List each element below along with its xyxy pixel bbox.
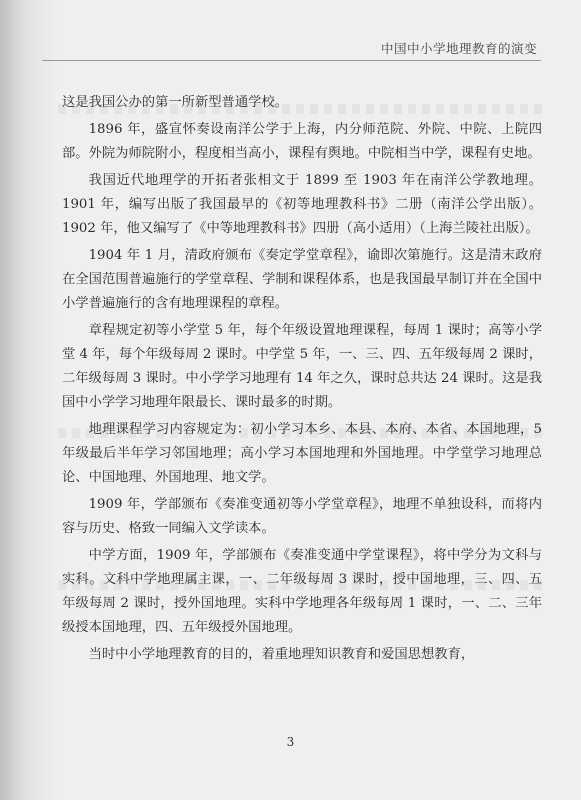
paragraph: 1896 年，盛宣怀奏设南洋公学于上海，内分师范院、外院、中院、上院四部。外院为师院附小，程度相当高小，课程有舆地。中院相当中学，课程有史地。 [62,122,542,161]
paragraph: 中学方面，1909 年，学部颁布《奏准变通中学堂课程》，将中学分为文科与实科。文科中学地理属主课，一、二年级每周 3 课时，授中国地理，三、四、五年级每周 2 课时，授外国地理。实科中学地理各年级每周 1 课时，一、二、三年级授本国地理，四、五年级授外国地理。 [62,548,542,635]
paragraph: 1909 年，学部颁布《奏准变通初等小学堂章程》，地理不单独设科，而将内容与历史、格致一同编入文学读本。 [62,497,542,536]
paragraph: 我国近代地理学的开拓者张相文于 1899 至 1903 年在南洋公学教地理。1901 年，编写出版了我国最早的《初等地理教科书》二册（南洋公学出版）。1902 年，他又编写了《中等地理教科书》四册（高小适用）（上海兰陵社出版）。 [62,173,542,236]
paragraph: 1904 年 1 月，清政府颁布《奏定学堂章程》，谕即次第施行。这是清末政府在全国范围普遍施行的学堂章程、学制和课程体系，也是我国最早制订并在全国中小学普遍施行的含有地理课程的章程。 [62,248,542,311]
running-header: 中国中小学地理教育的演变 [380,41,537,56]
page-number: 3 [286,735,295,749]
body-text [62,91,542,670]
paragraph: 当时中小学地理教育的目的，着重地理知识教育和爱国思想教育， [88,647,475,662]
paragraph: 这是我国公办的第一所新型普通学校。 [62,95,289,110]
header-rule [42,60,541,61]
paragraph: 章程规定初等小学堂 5 年，每个年级设置地理课程，每周 1 课时；高等小学堂 4 年，每个年级每周 2 课时。中学堂 5 年，一、三、四、五年级每周 2 课时，二年级每周 3 课时。中小学学习地理有 14 年之久，课时总共达 24 课时。这是我国中小学学习地理年限最长、课时最多的时期。 [62,323,542,410]
paragraph: 地理课程学习内容规定为：初小学习本乡、本县、本府、本省、本国地理，5 年级最后半年学习邻国地理；高小学习本国地理和外国地理。中学堂学习地理总论、中国地理、外国地理、地文学。 [62,422,542,485]
binding-shadow [0,0,56,800]
